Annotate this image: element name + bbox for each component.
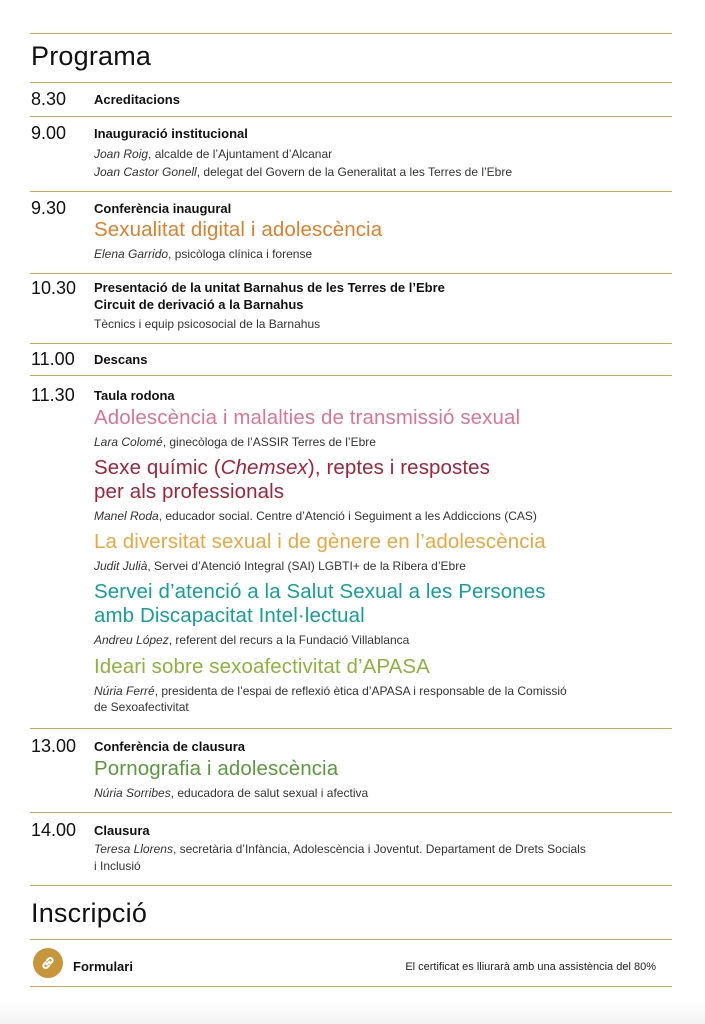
divider	[30, 728, 672, 729]
divider	[30, 939, 672, 940]
form-link[interactable]: Formulari	[73, 959, 133, 974]
divider	[30, 116, 672, 117]
speaker-name: Andreu López	[94, 633, 169, 647]
speaker-role: , delegat del Govern de la Generalitat a les Terres de l’Ebre	[196, 165, 513, 179]
talk-title: La diversitat sexual i de gènere en l’adolescència	[94, 530, 546, 553]
schedule-time: 9.30	[31, 198, 67, 218]
schedule-label: Conferència de clausura	[94, 739, 245, 754]
speaker-name: Joan Castor Gonell	[94, 165, 197, 179]
speaker-role: , educadora de salut sexual i afectiva	[170, 786, 369, 800]
schedule-time: 9.00	[31, 123, 67, 143]
divider	[30, 343, 672, 344]
divider	[30, 191, 672, 192]
speaker-line	[94, 632, 409, 649]
speaker-line	[94, 164, 512, 181]
speaker-role-line2: de Sexoafectivitat	[94, 700, 189, 714]
divider	[30, 273, 672, 274]
speaker-line	[94, 683, 567, 700]
talk-title-line2: amb Discapacitat Intel·lectual	[94, 604, 365, 627]
talk-title-part: ), reptes i respostes	[307, 456, 491, 479]
speaker-name: Núria Ferré	[94, 684, 155, 698]
section-title-inscripcio: Inscripció	[31, 898, 148, 928]
divider	[30, 33, 672, 34]
divider	[30, 375, 672, 376]
certificate-note: El certificat es lliurarà amb una assistència del 80%	[405, 961, 656, 973]
talk-title: Servei d’atenció a la Salut Sexual a les Persones	[94, 580, 546, 603]
speaker-role: , alcalde de l’Ajuntament d’Alcanar	[148, 147, 333, 161]
speaker-name: Lara Colomé	[94, 435, 163, 449]
talk-title: Ideari sobre sexoafectivitat d’APASA	[94, 655, 430, 678]
schedule-label: Descans	[94, 352, 148, 367]
speaker-line	[94, 785, 368, 802]
speaker-role: , educador social. Centre d’Atenció i Seguiment a les Addiccions (CAS)	[158, 509, 537, 523]
talk-title-line2: per als professionals	[94, 480, 285, 503]
speaker-role: , psicòloga clínica i forense	[168, 247, 313, 261]
speaker-name: Elena Garrido	[94, 247, 169, 261]
talk-title	[94, 456, 490, 480]
speaker-role: , ginecòloga de l’ASSIR Terres de l’Ebre	[162, 435, 376, 449]
schedule-label: Presentació de la unitat Barnahus de les Terres de l’Ebre	[94, 280, 445, 295]
talk-title-emphasis: Chemsex	[220, 456, 308, 479]
schedule-label: Inauguració institucional	[94, 126, 248, 141]
schedule-time: 8.30	[31, 89, 67, 109]
speaker-line	[94, 246, 312, 263]
divider	[30, 82, 672, 83]
speaker-line	[94, 508, 537, 525]
speaker-role-line2: i Inclusió	[94, 859, 141, 873]
schedule-time: 11.30	[31, 385, 75, 405]
conference-topic: Sexualitat digital i adolescència	[94, 218, 383, 241]
section-title-programa: Programa	[31, 41, 152, 71]
schedule-label: Acreditacions	[94, 92, 180, 107]
divider	[30, 885, 672, 886]
speaker-role: , presidenta de l’espai de reflexió ètica d’APASA i responsable de la Comissió	[154, 684, 567, 698]
speaker-role: , secretària d’Infància, Adolescència i Joventut. Departament de Drets Socials	[172, 842, 586, 856]
schedule-label: Taula rodona	[94, 388, 175, 403]
page-bottom-shade	[0, 1000, 705, 1024]
talk-title-part: Sexe químic (	[94, 456, 221, 479]
schedule-label: Conferència inaugural	[94, 201, 232, 216]
talk-title: Adolescència i malalties de transmissió sexual	[94, 406, 521, 429]
speaker-role: , Servei d’Atenció Integral (SAI) LGBTI+ de la Ribera d’Ebre	[147, 559, 466, 573]
schedule-label: Clausura	[94, 823, 150, 838]
speaker-line	[94, 558, 466, 575]
speaker-name: Judit Julià	[94, 559, 148, 573]
schedule-time: 11.00	[31, 349, 75, 369]
speaker-role: , referent del recurs a la Fundació Villablanca	[168, 633, 410, 647]
speaker-name: Joan Roig	[94, 147, 149, 161]
link-icon[interactable]	[33, 948, 63, 978]
speaker-name: Manel Roda	[94, 509, 159, 523]
schedule-label-2: Circuit de derivació a la Barnahus	[94, 297, 304, 312]
schedule-time: 14.00	[31, 820, 77, 840]
speaker-line	[94, 146, 332, 163]
speaker-line	[94, 841, 586, 858]
divider	[30, 812, 672, 813]
speaker-line	[94, 434, 376, 451]
conference-topic: Pornografia i adolescència	[94, 757, 339, 780]
divider	[30, 986, 672, 987]
speaker-name: Teresa Llorens	[94, 842, 173, 856]
speaker-name: Núria Sorribes	[94, 786, 171, 800]
schedule-note: Tècnics i equip psicosocial de la Barnahus	[94, 317, 321, 331]
schedule-time: 10.30	[31, 278, 77, 298]
schedule-time: 13.00	[31, 736, 77, 756]
